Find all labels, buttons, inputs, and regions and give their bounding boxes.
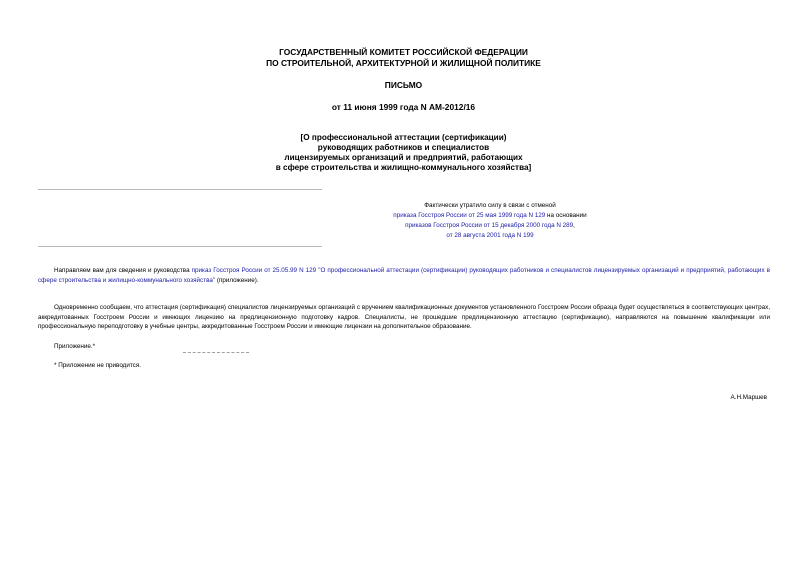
agency-name-line2: ПО СТРОИТЕЛЬНОЙ, АРХИТЕКТУРНОЙ И ЖИЛИЩНОЙ ПОЛИТИКЕ — [266, 58, 541, 68]
order-289-link[interactable]: приказов Госстроя России от 15 декабря 2000 года N 289 — [405, 222, 574, 229]
subject-line2: руководящих работников и специалистов — [317, 143, 490, 152]
order-199-link[interactable]: от 28 августа 2001 года N 199 — [446, 232, 534, 239]
divider-bottom — [38, 246, 322, 247]
order-129-link[interactable]: приказа Госстроя России от 25 мая 1999 года N 129 — [393, 212, 546, 219]
status-notice-line3 — [180, 221, 800, 230]
status-notice-line1: Фактически утратило силу в связи с отменой — [424, 202, 556, 209]
paragraph-1-start: Направляем вам для сведения и руководства — [54, 267, 192, 274]
subject-line1: [О профессиональной аттестации (сертификации) — [300, 133, 507, 142]
paragraph-1-end: (приложение). — [215, 276, 259, 284]
status-notice-line2 — [180, 211, 800, 220]
signature: А.Н.Маршев — [730, 394, 767, 401]
status-notice-line3-tail: , — [573, 222, 575, 229]
attachment-footnote: * Приложение не приводится. — [54, 362, 141, 369]
order-129-body-link[interactable]: приказ Госстроя России от 25.05.99 N 129 "О профессиональной аттестации (сертификации) руководящих работников и специалистов лицензируемых организаций и предприятий, работающих в сфере строительства и жилищно-коммунального хозяйства" — [38, 267, 770, 284]
paragraph-1 — [38, 266, 770, 285]
subject-line4: в сфере строительства и жилищно-коммунального хозяйства] — [275, 163, 532, 172]
footnote-separator — [183, 352, 249, 353]
agency-name-line1: ГОСУДАРСТВЕННЫЙ КОМИТЕТ РОССИЙСКОЙ ФЕДЕРАЦИИ — [279, 47, 528, 57]
document-type: ПИСЬМО — [384, 80, 423, 90]
document-date-number: от 11 июня 1999 года N АМ-2012/16 — [331, 102, 476, 112]
subject-line3: лицензируемых организаций и предприятий, работающих — [284, 153, 523, 162]
attachment-label: Приложение.* — [54, 343, 96, 350]
status-notice-line4 — [180, 231, 800, 240]
divider-top — [38, 189, 322, 190]
paragraph-2: Одновременно сообщаем, что аттестация (сертификация) специалистов лицензируемых организаций с вручением квалификационных документов установленного Госстроем России образца будет осуществляться в соответствующих центрах, аккредитованных Госстроем России и имеющих лицензию на предлицензионную подготовку кадров. Специалисты, не прошедшие предлицензионную аттестацию (сертификацию), направляются на повышение квалификации или профессиональную переподготовку в учебные центры, аккредитованные Госстроем России и имеющие лицензии на дополнительное образование. — [38, 304, 770, 331]
status-notice-line2-tail: на основании — [545, 212, 587, 219]
